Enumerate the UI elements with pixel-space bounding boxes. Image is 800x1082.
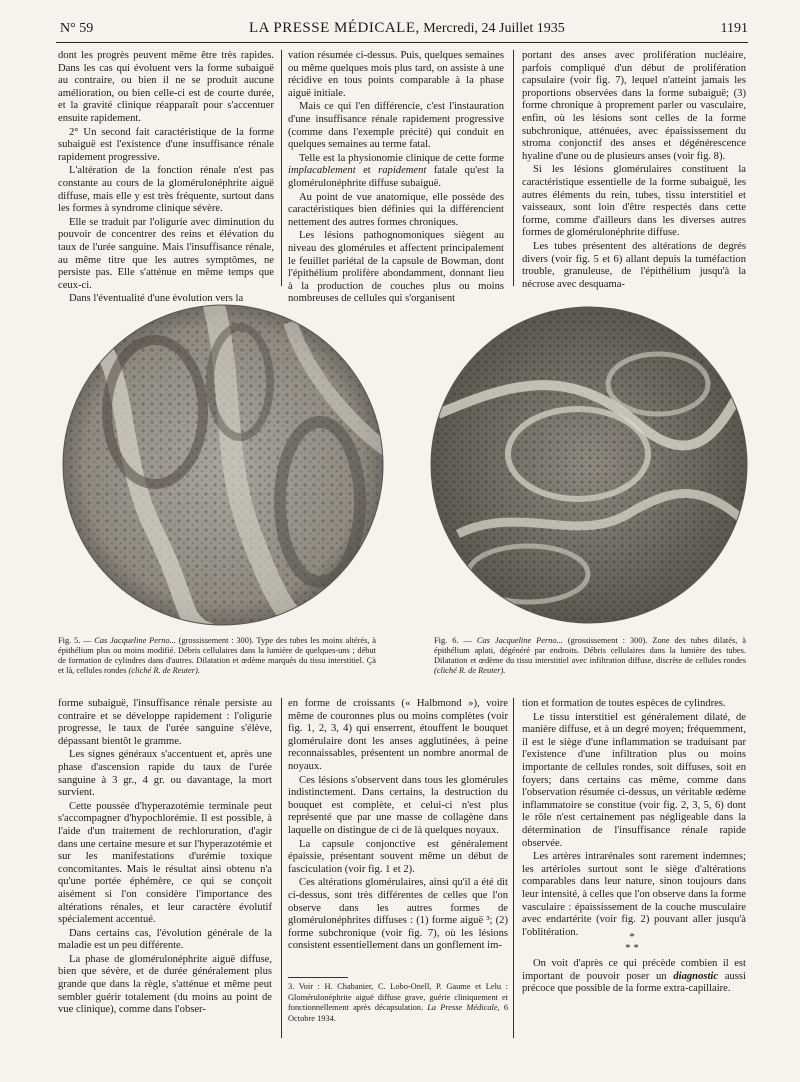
text-run: On voit d'après ce qui précède combien il est important de pouvoir poser un — [522, 958, 746, 982]
issue-date: Mercredi, 24 Juillet 1935 — [423, 21, 565, 36]
text-run: aussi précoce que possible de la forme extra-capillaire. — [522, 970, 746, 995]
paragraph: Les lésions pathognomoniques siègent au niveau des glomérules et affectent principalement le feuillet pariétal de la capsule de Bowman, dont l'épithélium prolifère abondamment, donnant lieu à la production de couches plus ou moins nombreuses de cellules qui s'organisent — [288, 230, 504, 305]
photo-credit: (cliché R. de Reuter). — [128, 666, 200, 675]
section-break-asterisks — [612, 932, 652, 954]
paragraph: Elle se traduit par l'oligurie avec diminution du pouvoir de concentrer des reins et élévation du taux de l'urée sanguine. Mais l'insuffisance rénale, au même titre que les autres symptômes, ne persiste pas. Elle s'atténue en même temps que ceux-ci. — [58, 216, 274, 291]
asterisk-bottom: * * — [625, 942, 639, 954]
bottom-column-1 — [58, 698, 272, 1040]
case-name: Cas Jacqueline Perno... — [94, 636, 176, 645]
footnote — [288, 982, 508, 1024]
emphasis: implacablement — [288, 165, 356, 177]
figure-label: Fig. 6. — — [434, 636, 472, 645]
paragraph: La capsule conjonctive est généralement épaissie, présentant souvent même un début de fasciculation (voir fig. 1 et 2). — [288, 838, 508, 875]
paragraph: Mais ce qui l'en différencie, c'est l'instauration d'une insuffisance rénale rapidement progressive (comme dans l'exemple précité) qui conduit en quelques semaines au terme fatal. — [288, 101, 504, 151]
header-rule — [56, 42, 748, 43]
footnote-date: 6 Octobre 1934. — [288, 1003, 508, 1023]
paragraph: vation résumée ci-dessus. Puis, quelques semaines ou même quelques mois plus tard, on assiste à une récidive en tous points comparable à la phase aiguë initiale. — [288, 50, 504, 99]
column-separator — [513, 50, 514, 286]
figure-6-micrograph — [428, 304, 750, 626]
paragraph: Si les lésions glomérulaires constituent la caractéristique essentielle de la forme subaiguë, les autres éléments du rein, tubes, tissu interstitiel et vaisseaux, sont loin d'être respectés dans cette forme, comme d'ailleurs dans les diverses autres formes de glomérulonéphrite diffuse. — [522, 164, 746, 239]
journal-header — [249, 20, 565, 37]
asterisk-top: * — [629, 931, 635, 943]
top-column-1 — [58, 50, 274, 305]
case-name: Cas Jacqueline Perno... — [476, 636, 563, 645]
paragraph: Dans l'éventualité d'une évolution vers la — [69, 293, 244, 305]
paragraph: Au point de vue anatomique, elle possède des caractéristiques bien définies qui la différencient nettement des autres formes chroniques. — [288, 191, 504, 228]
text-run: fatale qu'est la glomérulonéphrite diffuse subaiguë. — [288, 165, 504, 189]
emphasis: diagnostic — [673, 970, 719, 982]
paragraph — [522, 958, 746, 996]
paragraph: tion et formation de toutes espèces de cylindres. — [522, 698, 726, 709]
page-header — [60, 20, 748, 40]
footnote-text: 3. Voir : H. Chabanier, C. Lobo-Onell, P. Gaume et Lelu : Glomérulonéphrite aiguë diffuse grave, guérie cliniquement et fonctionnellement après décapsulation. — [288, 982, 508, 1012]
top-column-3 — [522, 50, 746, 288]
paragraph: Ces altérations glomérulaires, ainsi qu'il a été dit ci-dessus, sont très différentes de celles que l'on observe dans les autres formes de glomérulonéphrites diffuses : (1) forme aiguë ³; (2) forme subchronique (voir fig. 7), où les lésions consistent essentiellement dans un gonflement im- — [288, 877, 508, 952]
figure-label: Fig. 5. — — [58, 636, 92, 645]
paragraph: Cette poussée d'hyperazotémie terminale peut s'accompagner d'hypochlorémie. Il est possible, à l'aide d'un traitement de rechloruration, d'agir dans une certaine mesure et sur l'hyperazotémie et sur les manifestations d'urémie toxique concomitantes. Mais le résultat ainsi obtenu n'a qu'une portée éphémère, ce qui se conçoit aisément si l'on considère l'importance des altérations rénales, et leur caractère évolutif spécialement accentué. — [58, 800, 272, 926]
emphasis: rapidement — [378, 165, 427, 177]
bottom-column-3 — [522, 698, 746, 938]
footnote-rule — [288, 977, 348, 978]
paragraph: La phase de glomérulonéphrite aiguë diffuse, bien que sévère, et de durée généralement plus grande que dans la règle, s'atténue et même peut sembler guérir totalement (du moins au point de vue clinique), comme dans l'obser- — [58, 953, 272, 1016]
paragraph: forme subaiguë, l'insuffisance rénale persiste au contraire et se développe rapidement : l'oligurie progresse, le taux de l'urée sanguine s'élève, dépassant bientôt le gramme. — [58, 698, 272, 747]
paragraph: en forme de croissants (« Halbmond »), voire même de couronnes plus ou moins complètes (voir fig. 1, 2, 3, 4) qui enserrent, étouffent le bouquet glomérulaire dont les anses agglutinées, à peine reconnaissables, présentent un nombre anormal de noyaux. — [288, 698, 508, 772]
paragraph: dont les progrès peuvent même être très rapides. Dans les cas qui évoluent vers la forme subaiguë au contraire, ou bien il ne se produit aucune amélioration, ou bien celle-ci est de courte durée, et la gravité clinique réapparaît pour s'accentuer ensuite rapidement. — [58, 50, 274, 124]
paragraph: portant des anses avec prolifération nucléaire, parfois compliqué d'un début de prolifération capsulaire (voir fig. 7), lequel n'atteint jamais les proportions observées dans la forme subaiguë; (3) forme chronique à proprement parler ou vasculaire, enfin, où les lésions sont celles de la forme subchronique, atténuées, avec épaississement du stroma conjonctif des anses et dégénérescence hyaline d'une ou de plusieurs anses (voir fig. 8). — [522, 50, 746, 162]
journal-title: LA PRESSE MÉDICALE, — [248, 20, 420, 36]
column-separator — [513, 698, 514, 1038]
top-column-2 — [288, 50, 504, 305]
paragraph: Les artères intrarénales sont rarement indemnes; les artérioles surtout sont le siège d'altérations comparables dans leur nature, sinon toujours dans leur intensité, à celles que l'on observe dans la forme vasculaire : épaississement de la couche musculaire avec endartérite (voir fig. 2) pouvant aller jusqu'à l'oblitération. — [522, 851, 746, 938]
figure-6-caption — [434, 636, 746, 676]
paragraph: Ces lésions s'observent dans tous les glomérules indistinctement. Dans certains, la destruction du bouquet est complète, et celui-ci n'est plus représenté que par une masse de collagène dans laquelle on distingue de ci de là quelques noyaux. — [288, 774, 508, 836]
column-separator — [281, 50, 282, 286]
figure-5-caption — [58, 636, 376, 676]
caption-text: (grossissement : 300). Type des tubes les moins altérés, à épithélium plus ou moins modifié. Débris cellulaires dans la lumière de quelques-uns ; début de formation de cylindres dans d'autres. Dilatation et œdème marqués du tissu interstitiel. Çà et là, cellules rondes — [58, 636, 376, 675]
issue-number: N° 59 — [60, 21, 94, 36]
column-separator — [281, 698, 282, 1038]
paragraph: Dans certains cas, l'évolution générale de la maladie est un peu différente. — [58, 927, 272, 952]
paragraph — [288, 153, 504, 191]
paragraph: Les tubes présentent des altérations de degrés divers (voir fig. 5 et 6) allant depuis la tuméfaction trouble, granuleuse, de l'épithélium jusqu'à la nécrose avec desquama- — [522, 240, 746, 290]
photo-credit: (cliché R. de Reuter). — [434, 666, 506, 675]
paragraph: Les signes généraux s'accentuent et, après une phase d'ascension rapide du taux de l'urée sanguine à 3 gr., 4 gr. ou davantage, la mort survient. — [58, 749, 272, 799]
caption-text: (grossissement : 300). Zone des tubes dilatés, à épithélium aplati, dégénéré par endroits. Débris cellulaires dans la lumière des tubes. Dilatation et œdème du tissu interstitiel avec infiltration diffuse, discrète de cellules rondes — [434, 636, 746, 665]
footnote-journal: La Presse Médicale, — [427, 1003, 500, 1012]
final-paragraph — [522, 958, 746, 1004]
bottom-column-2 — [288, 698, 508, 966]
paragraph: L'altération de la fonction rénale n'est pas constante au cours de la glomérulonéphrite aiguë diffuse, mais elle y est très fréquente, surtout dans les formes à syndrome clinique sévère. — [58, 165, 274, 215]
figure-5-micrograph — [60, 302, 386, 628]
page-number: 1191 — [720, 21, 748, 36]
paragraph: 2° Un second fait caractéristique de la forme subaiguë est l'existence d'une insuffisance rénale rapidement progressive. — [58, 126, 274, 163]
text-run: et — [363, 165, 371, 177]
text-run: Telle est la physionomie clinique de cette forme — [299, 152, 504, 164]
paragraph: Le tissu interstitiel est généralement dilaté, de manière diffuse, et à un degré moyen; fréquemment, il est le siège d'une inflammation se traduisant par l'existence d'une infiltration plus ou moins importante de cellules rondes, soit diffuses, soit en foyers; dans certains cas même, comme dans l'observation résumée ci-dessus, un véritable œdème inflammatoire se constitue (voir fig. 2, 3, 5, 6) dont le rôle n'est certainement pas négligeable dans la détermination de l'insuffisance rénale rapide observée. — [522, 711, 746, 849]
